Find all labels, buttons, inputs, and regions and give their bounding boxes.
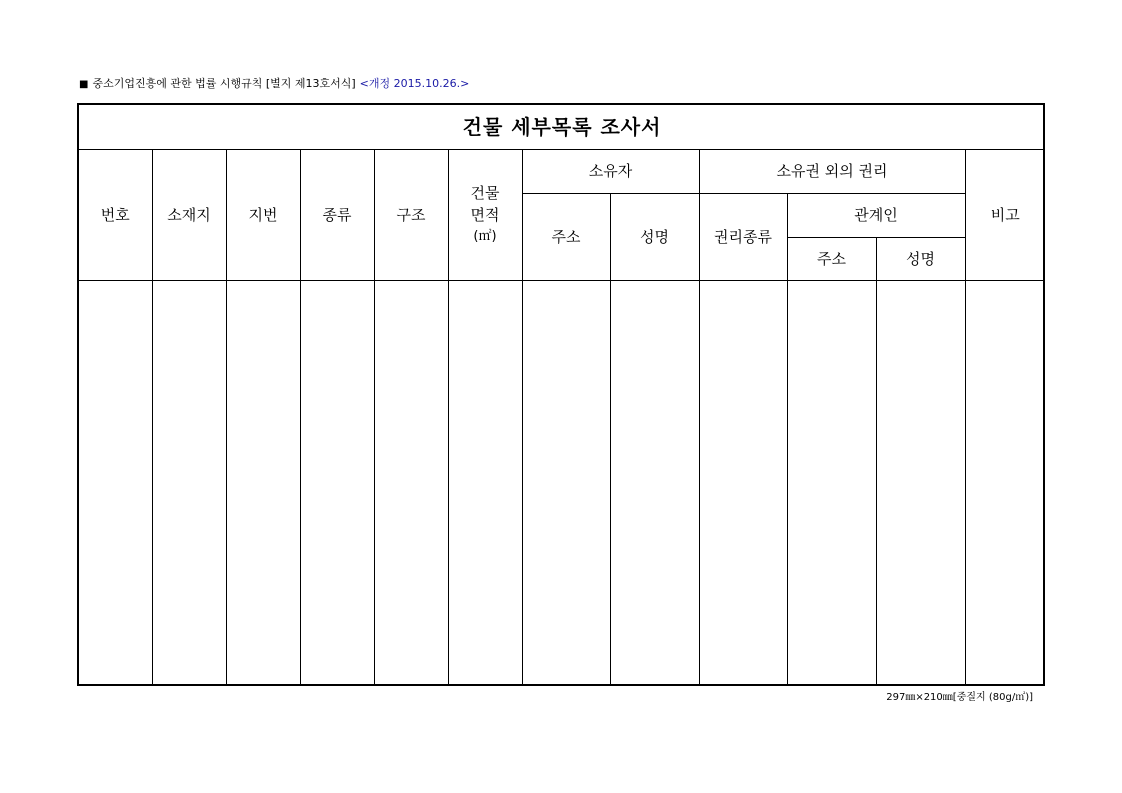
col-location-header: 소재지 — [152, 149, 226, 280]
paper-size-note: 297㎜×210㎜[중질지 (80g/㎡)] — [886, 692, 1033, 703]
cell-related-address[interactable] — [787, 280, 876, 684]
cell-location[interactable] — [152, 280, 226, 684]
col-area-header — [448, 149, 522, 280]
revision-note: <개정 2015.10.26.> — [359, 77, 470, 90]
form-header — [79, 76, 469, 93]
area-label-line2: 면적 — [470, 205, 500, 224]
cell-lot-number[interactable] — [226, 280, 300, 684]
cell-number[interactable] — [79, 280, 152, 684]
related-person-group-header: 관계인 — [787, 193, 965, 237]
col-related-address-header: 주소 — [787, 237, 876, 280]
cell-related-name[interactable] — [876, 280, 965, 684]
cell-structure[interactable] — [374, 280, 448, 684]
col-type-header: 종류 — [300, 149, 374, 280]
col-remarks-header: 비고 — [965, 149, 1045, 280]
area-unit: (㎡) — [473, 228, 497, 244]
building-detail-table — [79, 105, 1045, 684]
cell-type[interactable] — [300, 280, 374, 684]
area-label-line1: 건물 — [470, 183, 500, 202]
other-rights-group-header: 소유권 외의 권리 — [699, 149, 965, 193]
col-right-type-header: 권리종류 — [699, 193, 787, 280]
form-title: 건물 세부목록 조사서 — [79, 105, 1045, 149]
cell-remarks[interactable] — [965, 280, 1045, 684]
owner-group-header: 소유자 — [522, 149, 699, 193]
col-number-header: 번호 — [79, 149, 152, 280]
square-bullet-icon: ■ — [79, 79, 89, 90]
cell-owner-address[interactable] — [522, 280, 610, 684]
cell-owner-name[interactable] — [610, 280, 699, 684]
col-owner-address-header: 주소 — [522, 193, 610, 280]
survey-form — [77, 103, 1045, 686]
cell-area[interactable] — [448, 280, 522, 684]
col-lot-number-header: 지번 — [226, 149, 300, 280]
col-owner-name-header: 성명 — [610, 193, 699, 280]
col-related-name-header: 성명 — [876, 237, 965, 280]
law-reference: 중소기업진흥에 관한 법률 시행규칙 [별지 제13호서식] — [92, 77, 356, 90]
col-structure-header: 구조 — [374, 149, 448, 280]
cell-right-type[interactable] — [699, 280, 787, 684]
